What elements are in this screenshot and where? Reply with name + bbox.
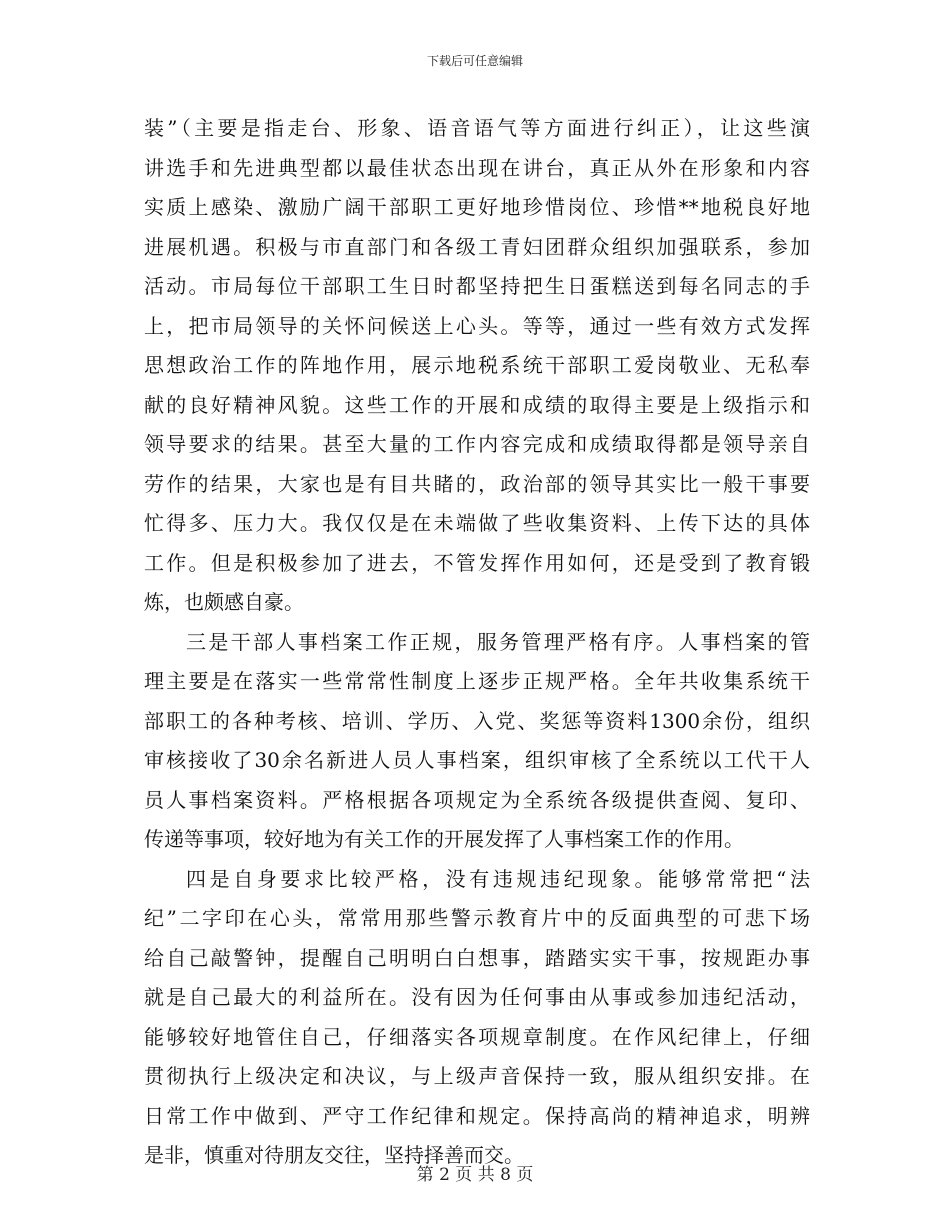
text-line: 能够较好地管住自己，仔细落实各项规章制度。在作风纪律上，仔细	[144, 1024, 810, 1049]
text-line: 炼，也颇感自豪。	[144, 590, 304, 614]
text-line: 传递等事项，较好地为有关工作的开展发挥了人事档案工作的作用。	[144, 827, 744, 851]
paragraph	[144, 860, 810, 1176]
text-line: 纪”二字印在心头，常常用那些警示教育片中的反面典型的可悲下场	[144, 906, 810, 930]
text-line: 装”（主要是指走台、形象、语音语气等方面进行纠正），让这些演	[144, 116, 810, 140]
text-line: 日常工作中做到、严守工作纪律和规定。保持高尚的精神追求，明辨	[144, 1103, 810, 1128]
page-footer	[0, 1160, 950, 1185]
text-line: 三是干部人事档案工作正规，服务管理严格有序。人事档案的管	[186, 629, 810, 654]
document-body	[144, 109, 810, 1176]
text-line: 讲选手和先进典型都以最佳状态出现在讲台，真正从外在形象和内容	[144, 155, 810, 180]
text-line: 审核接收了30余名新进人员人事档案，组织审核了全系统以工代干人	[144, 748, 810, 772]
text-line: 给自己敲警钟，提醒自己明明白白想事，踏踏实实干事，按规距办事	[144, 945, 810, 970]
text-line: 上，把市局领导的关怀问候送上心头。等等，通过一些有效方式发挥	[144, 313, 810, 338]
text-line: 劳作的结果，大家也是有目共睹的，政治部的领导其实比一般干事要	[144, 471, 810, 496]
text-line: 理主要是在落实一些常常性制度上逐步正规严格。全年共收集系统干	[144, 669, 810, 693]
text-line: 贯彻执行上级决定和决议，与上级声音保持一致，服从组织安排。在	[144, 1064, 810, 1088]
page-header	[0, 52, 950, 69]
text-line: 部职工的各种考核、培训、学历、入党、奖惩等资料1300余份，组织	[144, 708, 810, 733]
text-line: 领导要求的结果。甚至大量的工作内容完成和成绩取得都是领导亲自	[144, 432, 810, 456]
text-line: 员人事档案资料。严格根据各项规定为全系统各级提供查阅、复印、	[144, 787, 810, 812]
header-text: 下载后可任意编辑	[426, 54, 523, 68]
text-line: 进展机遇。积极与市直部门和各级工青妇团群众组织加强联系，参加	[144, 234, 810, 259]
text-line: 工作。但是积极参加了进去，不管发挥作用如何，还是受到了教育锻	[144, 550, 810, 575]
text-line: 四是自身要求比较严格，没有违规违纪现象。能够常常把“法	[186, 866, 810, 891]
text-line: 思想政治工作的阵地作用，展示地税系统干部职工爱岗敬业、无私奉	[144, 353, 810, 377]
text-line: 活动。市局每位干部职工生日时都坚持把生日蛋糕送到每名同志的手	[144, 274, 810, 298]
paragraph	[144, 623, 810, 860]
text-line: 献的良好精神风貌。这些工作的开展和成绩的取得主要是上级指示和	[144, 392, 810, 417]
paragraph	[144, 109, 810, 623]
text-line: 忙得多、压力大。我仅仅是在未端做了些收集资料、上传下达的具体	[144, 511, 810, 535]
page-number: 第 2 页 共 8 页	[416, 1165, 534, 1185]
text-line: 就是自己最大的利益所在。没有因为任何事由从事或参加违纪活动，	[144, 985, 810, 1009]
text-line: 实质上感染、激励广阔干部职工更好地珍惜岗位、珍惜**地税良好地	[144, 195, 810, 219]
text-line: 是非，慎重对待朋友交往，坚持择善而交。	[144, 1143, 524, 1167]
